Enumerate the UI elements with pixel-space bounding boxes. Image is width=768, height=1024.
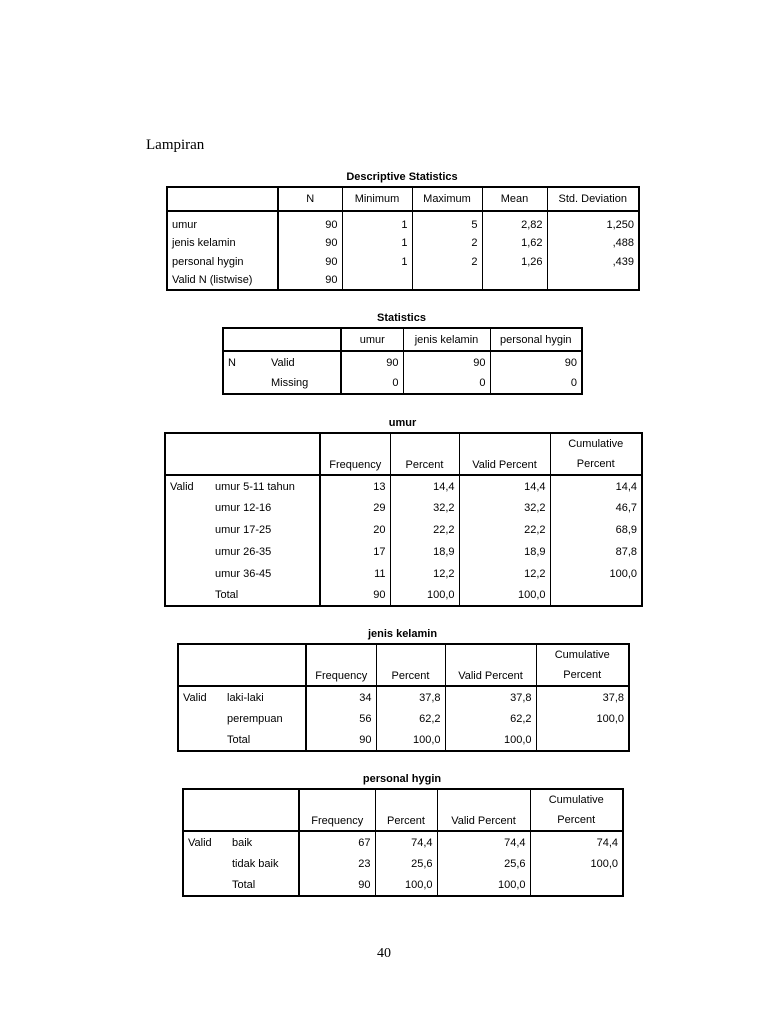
header-percent-line: Percent (557, 814, 596, 826)
cell: 100,0 (459, 585, 550, 606)
cell (547, 271, 639, 290)
cell: 56 (306, 708, 376, 730)
row-label: Valid (183, 691, 207, 704)
row-label: jenis kelamin (172, 236, 236, 249)
header-cell: Mean (482, 187, 547, 211)
cell: 62,2 (376, 708, 445, 730)
cell: 100,0 (530, 853, 623, 875)
cell: ,488 (547, 233, 639, 252)
cell: 1,250 (547, 211, 639, 233)
header-cell: Valid Percent (437, 789, 530, 831)
header-cell (178, 644, 223, 686)
umur-title: umur (388, 417, 417, 429)
cell: 2 (412, 252, 482, 271)
table-row (223, 373, 582, 394)
cell: 100,0 (550, 563, 642, 585)
cell: 90 (341, 351, 403, 373)
row-label (183, 853, 228, 875)
header-cell-cumulative-percent (550, 433, 642, 475)
cell: 46,7 (550, 497, 642, 519)
row-sublabel: Valid (271, 356, 295, 369)
cell: 100,0 (445, 730, 536, 751)
cell: 23 (299, 853, 375, 875)
row-sublabel: umur 5-11 tahun (215, 480, 295, 493)
row-label (165, 563, 211, 585)
cell: 1 (342, 233, 412, 252)
cell: 67 (299, 831, 375, 853)
header-cell (267, 328, 341, 351)
cell: 74,4 (375, 831, 437, 853)
cell: 100,0 (390, 585, 459, 606)
jenis-kelamin-title: jenis kelamin (367, 628, 438, 640)
descriptive-statistics-title: Descriptive Statistics (346, 171, 458, 183)
cell: 14,4 (550, 475, 642, 497)
cell: 29 (320, 497, 390, 519)
cell: 18,9 (459, 541, 550, 563)
cell: 22,2 (390, 519, 459, 541)
cell: 90 (299, 875, 375, 896)
header-cell (223, 644, 306, 686)
umur-frequency-table (164, 432, 643, 607)
cell: 14,4 (390, 475, 459, 497)
header-cell: Valid Percent (459, 433, 550, 475)
cell: 12,2 (459, 563, 550, 585)
cell: 17 (320, 541, 390, 563)
row-sublabel: umur 36-45 (215, 568, 272, 580)
cell (342, 271, 412, 290)
row-sublabel: perempuan (227, 713, 283, 725)
header-cell: Percent (375, 789, 437, 831)
header-cell: Percent (390, 433, 459, 475)
cell: 14,4 (459, 475, 550, 497)
cell: 37,8 (376, 686, 445, 708)
cell: 25,6 (375, 853, 437, 875)
table-row (223, 351, 582, 373)
cell: 100,0 (375, 875, 437, 896)
table-row (167, 233, 639, 252)
row-label: Valid (188, 836, 212, 849)
page-number: 40 (377, 946, 391, 961)
header-cell: N (278, 187, 342, 211)
header-cell: Frequency (306, 644, 376, 686)
header-cell (167, 187, 278, 211)
header-cell: personal hygin (490, 328, 582, 351)
header-percent-line: Percent (576, 458, 615, 470)
cell: 34 (306, 686, 376, 708)
header-cell: Minimum (342, 187, 412, 211)
cell: 87,8 (550, 541, 642, 563)
cell: 2,82 (482, 211, 547, 233)
row-label (165, 541, 211, 563)
cell (482, 271, 547, 290)
cell: 1,62 (482, 233, 547, 252)
row-sublabel: umur 17-25 (215, 524, 272, 536)
table-header-row (223, 328, 582, 351)
header-cell: Std. Deviation (547, 187, 639, 211)
cell: 0 (341, 373, 403, 394)
cell: 2 (412, 233, 482, 252)
header-cell: Frequency (320, 433, 390, 475)
row-sublabel: umur 12-16 (215, 502, 272, 514)
cell: 100,0 (437, 875, 530, 896)
descriptive-statistics-table (166, 186, 640, 291)
table-row (165, 519, 642, 541)
header-cell: Percent (376, 644, 445, 686)
table-header-row (178, 644, 629, 686)
table-header-row (165, 433, 642, 475)
cell: 37,8 (445, 686, 536, 708)
header-cell-cumulative-percent (536, 644, 629, 686)
table-header-row (183, 789, 623, 831)
row-sublabel: umur 26-35 (215, 546, 272, 558)
cell: 11 (320, 563, 390, 585)
row-label: Valid (170, 480, 194, 493)
row-label (178, 730, 223, 751)
cell (536, 730, 629, 751)
row-label (165, 585, 211, 606)
table-row (165, 475, 642, 497)
personal-hygin-title: personal hygin (362, 773, 442, 785)
row-sublabel: Total (215, 589, 239, 601)
cell: 74,4 (530, 831, 623, 853)
table-row (167, 271, 639, 290)
cell: 20 (320, 519, 390, 541)
cell: 90 (278, 252, 342, 271)
cell (550, 585, 642, 606)
cell: 90 (403, 351, 490, 373)
header-cell (228, 789, 299, 831)
row-sublabel: Total (227, 734, 251, 746)
table-row (167, 252, 639, 271)
row-label (183, 875, 228, 896)
cell: 90 (490, 351, 582, 373)
cell: 12,2 (390, 563, 459, 585)
table-row (178, 730, 629, 751)
cell: 90 (278, 233, 342, 252)
cell: 68,9 (550, 519, 642, 541)
cell: 90 (320, 585, 390, 606)
cell: 90 (306, 730, 376, 751)
row-label: personal hygin (172, 255, 244, 268)
cell: 22,2 (459, 519, 550, 541)
header-cell: Valid Percent (445, 644, 536, 686)
header-cell: umur (341, 328, 403, 351)
header-percent-line: Percent (563, 669, 602, 681)
table-header-row (167, 187, 639, 211)
row-label: umur (172, 219, 198, 231)
cell (530, 875, 623, 896)
row-sublabel: Missing (271, 377, 309, 389)
row-label (165, 519, 211, 541)
row-sublabel: baik (232, 836, 253, 849)
cell: 1 (342, 252, 412, 271)
cell: 37,8 (536, 686, 629, 708)
cell: 1,26 (482, 252, 547, 271)
cell: 0 (490, 373, 582, 394)
cell: 1 (342, 211, 412, 233)
cell: 62,2 (445, 708, 536, 730)
cell: 32,2 (390, 497, 459, 519)
cell: 74,4 (437, 831, 530, 853)
cell: 0 (403, 373, 490, 394)
header-cell: Frequency (299, 789, 375, 831)
table-row (165, 585, 642, 606)
header-cumulative-line: Cumulative (548, 794, 604, 806)
table-row (165, 497, 642, 519)
table-row (165, 563, 642, 585)
cell: 13 (320, 475, 390, 497)
table-row (183, 875, 623, 896)
row-sublabel: tidak baik (232, 858, 279, 870)
cell: 32,2 (459, 497, 550, 519)
table-row (183, 853, 623, 875)
table-row (183, 831, 623, 853)
header-cell-cumulative-percent (530, 789, 623, 831)
statistics-title: Statistics (377, 312, 426, 324)
page-heading: Lampiran (146, 137, 205, 153)
header-cumulative-line: Cumulative (554, 649, 610, 661)
header-cumulative-line: Cumulative (568, 438, 624, 450)
row-label (223, 373, 267, 394)
cell: 25,6 (437, 853, 530, 875)
row-sublabel: Total (232, 879, 256, 891)
row-label: N (228, 356, 236, 369)
cell: 90 (278, 211, 342, 233)
header-cell (211, 433, 320, 475)
table-row (167, 211, 639, 233)
jenis-kelamin-frequency-table (177, 643, 630, 752)
row-sublabel: laki-laki (227, 691, 264, 704)
table-row (165, 541, 642, 563)
header-cell (183, 789, 228, 831)
statistics-table (222, 327, 583, 395)
header-cell (223, 328, 267, 351)
header-cell (165, 433, 211, 475)
cell: 100,0 (376, 730, 445, 751)
row-label (178, 708, 223, 730)
header-cell: jenis kelamin (403, 328, 490, 351)
cell: 18,9 (390, 541, 459, 563)
cell: 90 (278, 271, 342, 290)
row-label (165, 497, 211, 519)
table-row (178, 708, 629, 730)
cell: ,439 (547, 252, 639, 271)
cell: 5 (412, 211, 482, 233)
table-row (178, 686, 629, 708)
header-cell: Maximum (412, 187, 482, 211)
row-label: Valid N (listwise) (172, 274, 253, 286)
cell: 100,0 (536, 708, 629, 730)
personal-hygin-frequency-table (182, 788, 624, 897)
cell (412, 271, 482, 290)
